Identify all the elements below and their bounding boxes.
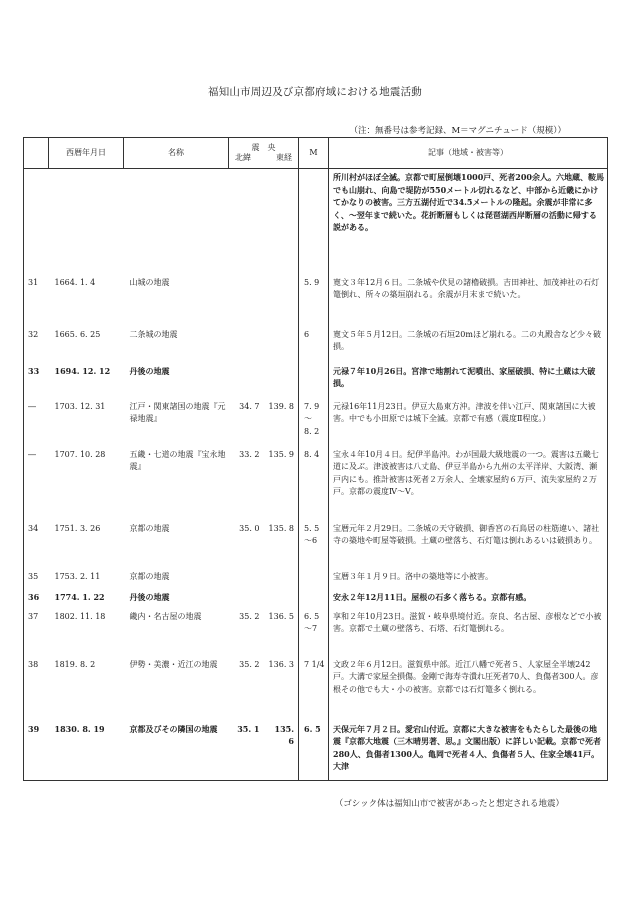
cell-record: 寛文５年５月12日。二条城の石垣20mほど崩れる。二の丸殿舎など少々破損。 xyxy=(329,329,608,365)
cell-record: 文政２年６月12日。滋賀県中部。近江八幡で死者５、人家屋全半壊242戸。大溝で家屋全損傷。金剛で海寿寺潰れ圧死者70人、負傷者300人。彦根その他でも大・小の被害。京都では石灯篭多く倒れる。 xyxy=(329,659,608,723)
record-cell: 所川村がほぼ全滅。京都で町屋倒壊1000戸、死者200余人。六地蔵、鞍馬でも山崩れ、向島で堤防が550メートル切れるなど、中部から近畿にかけてかなりの被害。三方五湖付近で34.5メートルの隆起。余震が非常に多く、～翌年まで続いた。花折断層もしくは琵琶湖西岸断層の活動に帰する説がある。 xyxy=(329,169,608,277)
table-row xyxy=(24,329,608,365)
cell-lon: 139. 8 xyxy=(268,401,294,411)
cell-record: 天保元年７月２日。愛宕山付近。京都に大きな被害をもたらした最後の地震『京都大地震（三木晴男著、思。』文閣出版）に詳しい記載。京都で死者280人、負傷者1300人。亀岡で死者４人、負傷者５人、住家全壊41戸。大津 xyxy=(329,723,608,781)
cell-lat: 33. 2 xyxy=(239,449,260,459)
cell-lat xyxy=(229,571,264,591)
cell-lat xyxy=(229,591,264,611)
footnote: （ゴシック体は福知山市で被害があったと想定される地震） xyxy=(334,799,564,809)
cell-date: 1703. 12. 31 xyxy=(54,401,106,411)
cell-lon: 136. 5 xyxy=(268,611,294,621)
cell-record: 宝暦元年２月29日。二条城の天守破損、御香宮の石鳥居の柱筋違い、諸社寺の築地や町屋等破損。土蔵の壁落ち、石灯篭は倒れあるいは破損あり。 xyxy=(329,523,608,571)
cell-record: 寛文３年12月６日。二条城や伏見の諸櫓破損。吉田神社、加茂神社の石灯篭倒れ、所々の築垣崩れる。余震が月末まで続いた。 xyxy=(329,277,608,329)
cell-m: 6. 5 ～7 xyxy=(299,611,329,659)
cell-record: 元禄16年11月23日。伊豆大島東方沖。津波を伴い江戸、関東諸国に大被害。中でも小田原では城下全滅。京都で有感（震度Ⅱ程度。） xyxy=(329,401,608,449)
cell-date: 1819. 8. 2 xyxy=(54,659,96,669)
cell-date: 1664. 1. 4 xyxy=(54,277,96,287)
header-m: M xyxy=(299,138,329,169)
cell-lon: 136. 3 xyxy=(268,659,294,669)
table-row xyxy=(24,611,608,659)
cell-lat xyxy=(229,329,264,365)
cell-no: 36 xyxy=(28,591,40,602)
cell-lon xyxy=(264,277,299,329)
header-epicenter-title: 震 央 xyxy=(251,143,276,152)
header-lat: 北緯 xyxy=(235,153,251,162)
cell-lon: 135. 6 xyxy=(274,723,294,746)
document-title: 福知山市周辺及び京都府域における地震活動 xyxy=(208,86,422,98)
cell-lon xyxy=(264,571,299,591)
table-row xyxy=(24,723,608,781)
cell-m: 5. 5 ～6 xyxy=(299,523,329,571)
cell-lat: 35. 2 xyxy=(239,659,260,669)
table-row xyxy=(24,591,608,611)
earthquake-table xyxy=(23,137,608,781)
cell-no: 38 xyxy=(28,659,39,669)
header-date: 西暦年月日 xyxy=(49,138,124,169)
cell-date: 1707. 10. 28 xyxy=(54,449,106,459)
cell-date: 1753. 2. 11 xyxy=(54,571,101,581)
cell-no: 31 xyxy=(28,277,39,287)
table-row xyxy=(24,449,608,523)
cell-m xyxy=(299,365,329,401)
cell-no: ― xyxy=(28,449,36,459)
table-row-continuation xyxy=(24,169,608,277)
cell-no: 37 xyxy=(28,611,39,621)
cell-lon xyxy=(264,365,299,401)
table-row xyxy=(24,365,608,401)
cell-no: 34 xyxy=(28,523,39,533)
cell-date: 1774. 1. 22 xyxy=(54,591,105,602)
cell-m xyxy=(299,591,329,611)
cell-record: 宝永４年10月４日。紀伊半島沖。わが国最大級地震の一つ。震害は五畿七道に及ぶ。津波被害は八丈島、伊豆半島から九州の太平洋岸、大阪湾、瀬戸内にも。推計被害は死者２万余人、全壊家屋約６万戸、流失家屋約２万戸。京都の震度Ⅳ～Ⅴ。 xyxy=(329,449,608,523)
table-row xyxy=(24,659,608,723)
cell-lat: 34. 7 xyxy=(239,401,260,411)
cell-record: 宝暦３年１月９日。洛中の築地等に小被害。 xyxy=(329,571,608,591)
cell-name: 京都の地震 xyxy=(129,523,170,533)
table-header-row xyxy=(24,138,608,169)
cell-lon xyxy=(264,591,299,611)
header-epicenter xyxy=(229,138,299,169)
cell-lon xyxy=(264,329,299,365)
cell-date: 1665. 6. 25 xyxy=(54,329,101,339)
header-lon: 東経 xyxy=(276,153,292,162)
cell-record: 安永２年12月11日。屋根の石多く落ちる。京都有感。 xyxy=(329,591,608,611)
table-row xyxy=(24,401,608,449)
cell-no: 32 xyxy=(28,329,39,339)
legend-note: （注：無番号は参考記録、M＝マグニチュード（規模）） xyxy=(349,126,566,136)
cell-date: 1802. 11. 18 xyxy=(54,611,106,621)
table-row xyxy=(24,523,608,571)
cell-name: 丹後の地震 xyxy=(129,365,170,376)
cell-name: 五畿・七道の地震『宝永地震』 xyxy=(129,449,226,471)
cell-lon: 135. 8 xyxy=(268,523,294,533)
cell-record: 享和２年10月23日。滋賀・岐阜県境付近。奈良、名古屋、彦根などで小被害。京都で土蔵の壁落ち、石塔、石灯篭倒れる。 xyxy=(329,611,608,659)
cell-date: 1751. 3. 26 xyxy=(54,523,101,533)
cell-date: 1694. 12. 12 xyxy=(54,365,111,376)
cell-name: 山城の地震 xyxy=(129,277,170,287)
cell-lat xyxy=(229,277,264,329)
cell-no: 35 xyxy=(28,571,39,581)
table-row xyxy=(24,277,608,329)
table-row xyxy=(24,571,608,591)
header-record: 記事（地域・被害等） xyxy=(329,138,608,169)
cell-lat xyxy=(229,365,264,401)
header-no xyxy=(24,138,49,169)
cell-m: 5. 9 xyxy=(299,277,329,329)
cell-name: 京都の地震 xyxy=(129,571,170,581)
cell-no: 39 xyxy=(28,723,40,734)
cell-name: 京都及びその隣国の地震 xyxy=(129,723,218,734)
cell-lat: 35. 0 xyxy=(239,523,260,533)
cell-m: 7 1/4 xyxy=(299,659,329,723)
cell-name: 二条城の地震 xyxy=(129,329,178,339)
cell-no: ― xyxy=(28,401,36,411)
cell-date: 1830. 8. 19 xyxy=(54,723,105,734)
cell-m: 6. 5 xyxy=(299,723,329,781)
header-name: 名称 xyxy=(124,138,229,169)
cell-name: 伊勢・美濃・近江の地震 xyxy=(129,659,218,669)
cell-lat: 35. 2 xyxy=(239,611,260,621)
cell-m xyxy=(299,571,329,591)
cell-record: 元禄７年10月26日。宮津で地割れて泥噴出、家屋破損、特に土蔵は大破損。 xyxy=(329,365,608,401)
cell-name: 江戸・関東諸国の地震『元禄地震』 xyxy=(129,401,226,423)
cell-name: 丹後の地震 xyxy=(129,591,170,602)
cell-no: 33 xyxy=(28,365,40,376)
cell-lat: 35. 1 xyxy=(237,723,260,734)
cell-m: 6 xyxy=(299,329,329,365)
cell-name: 畿内・名古屋の地震 xyxy=(129,611,202,621)
cell-m: 7. 9 ～ 8. 2 xyxy=(299,401,329,449)
cell-lon: 135. 9 xyxy=(268,449,294,459)
cell-m: 8. 4 xyxy=(299,449,329,523)
